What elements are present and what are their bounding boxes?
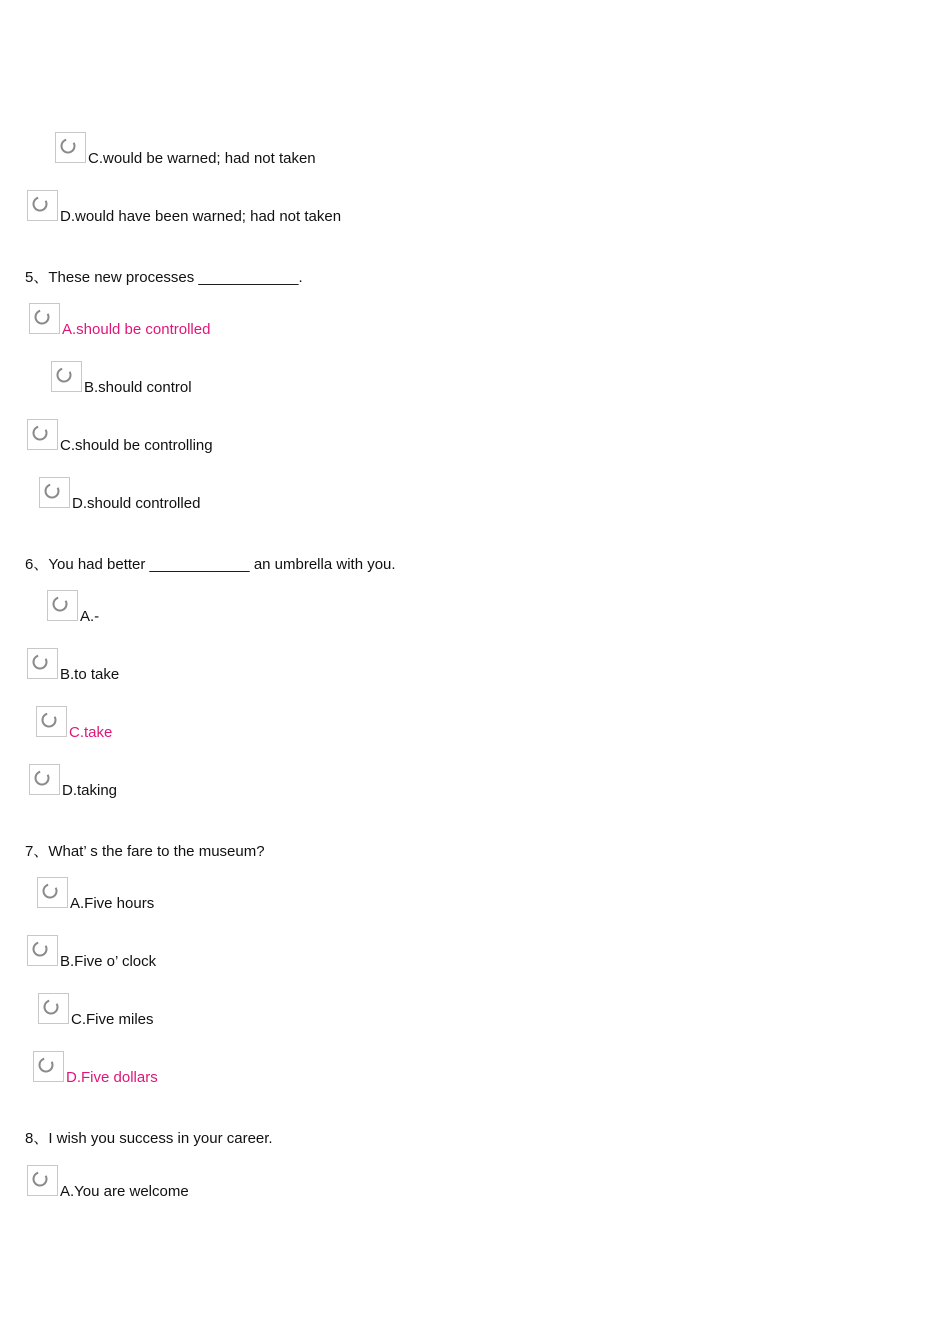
q4-option-c-label[interactable]: C.would be warned; had not taken — [88, 150, 316, 167]
loading-radio-icon[interactable] — [47, 590, 78, 621]
q7-option-c-label[interactable]: C.Five miles — [71, 1011, 154, 1028]
loading-radio-icon[interactable] — [29, 764, 60, 795]
q8-option-a-label[interactable]: A.You are welcome — [60, 1183, 189, 1200]
loading-radio-icon[interactable] — [37, 877, 68, 908]
q7-option-d-label[interactable]: D.Five dollars — [66, 1069, 158, 1086]
q5-option-c-label[interactable]: C.should be controlling — [60, 437, 213, 454]
q4-option-d-label[interactable]: D.would have been warned; had not taken — [60, 208, 342, 225]
question-7-text: 7、What’ s the fare to the museum? — [25, 843, 265, 860]
question-5-text: 5、These new processes ____________. — [25, 269, 303, 286]
q6-option-c-label[interactable]: C.take — [69, 724, 113, 741]
question-6-text: 6、You had better ____________ an umbrella with you. — [25, 556, 396, 573]
q6-option-a-label[interactable]: A.- — [80, 608, 100, 625]
loading-radio-icon[interactable] — [38, 993, 69, 1024]
loading-radio-icon[interactable] — [36, 706, 67, 737]
loading-radio-icon[interactable] — [39, 477, 70, 508]
loading-radio-icon[interactable] — [27, 419, 58, 450]
q6-option-d-label[interactable]: D.taking — [62, 782, 118, 799]
loading-radio-icon[interactable] — [27, 648, 58, 679]
loading-radio-icon[interactable] — [29, 303, 60, 334]
loading-radio-icon[interactable] — [51, 361, 82, 392]
q6-option-b-label[interactable]: B.to take — [60, 666, 120, 683]
loading-radio-icon[interactable] — [33, 1051, 64, 1082]
q5-option-d-label[interactable]: D.should controlled — [72, 495, 201, 512]
q5-option-a-label[interactable]: A.should be controlled — [62, 321, 211, 338]
loading-radio-icon[interactable] — [27, 190, 58, 221]
question-8-text: 8、I wish you success in your career. — [25, 1130, 273, 1147]
q7-option-b-label[interactable]: B.Five o’ clock — [60, 953, 157, 970]
loading-radio-icon[interactable] — [55, 132, 86, 163]
loading-radio-icon[interactable] — [27, 1165, 58, 1196]
q7-option-a-label[interactable]: A.Five hours — [70, 895, 155, 912]
q5-option-b-label[interactable]: B.should control — [84, 379, 192, 396]
loading-radio-icon[interactable] — [27, 935, 58, 966]
